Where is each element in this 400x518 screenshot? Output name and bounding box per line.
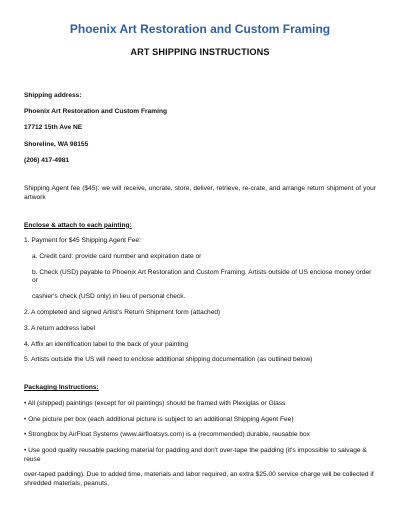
address-line-phone: (206) 417-4981 bbox=[24, 156, 70, 164]
packaging-item-one-per-box: • One picture per box (each additional picture is subject to an additional Shipping Agent Fee) bbox=[24, 415, 294, 423]
packaging-item-padding: • Use good quality reusable packing material for padding and don't over-tape the padding (it's impossible to salvage & reuse bbox=[24, 447, 367, 463]
address-line-company: Phoenix Art Restoration and Custom Framing bbox=[24, 108, 167, 116]
document-title: ART SHIPPING INSTRUCTIONS bbox=[130, 47, 270, 57]
address-line-street: 17712 15th Ave NE bbox=[24, 124, 83, 132]
packaging-item-service-charge: over-taped padding). Due to added time, materials and labor required, an extra $25.00 service charge will be collected if shredded materials, peanuts, bbox=[24, 471, 374, 488]
enclose-heading: Enclose & attach to each painting: bbox=[24, 221, 132, 229]
enclose-item-credit-card: a. Credit card: provide card number and expiration date or bbox=[32, 253, 202, 261]
address-line-city: Shoreline, WA 98155 bbox=[24, 140, 89, 148]
packaging-section bbox=[24, 384, 376, 489]
company-name: Phoenix Art Restoration and Custom Framing bbox=[69, 22, 331, 36]
enclose-item-return-label: 3. A return address label bbox=[24, 324, 96, 332]
enclose-item-cashiers-check: cashier's check (USD only) in lieu of personal check. bbox=[32, 293, 186, 301]
enclose-item-identification-label: 4. Affix an identification label to the back of your painting bbox=[24, 340, 189, 348]
enclose-item-international-docs: 5. Artists outside the US will need to enclose additional shipping documentation (as outlined below) bbox=[24, 356, 313, 364]
enclose-item-return-form: 2. A completed and signed Artist's Return Shipment form (attached) bbox=[24, 309, 221, 317]
shipping-address-block bbox=[24, 92, 376, 165]
enclose-item-check: b. Check (USD) payable to Phoenix Art Restoration and Custom Framing. Artists outside of US enclose money order or bbox=[32, 268, 372, 285]
packaging-heading: Packaging Instructions: bbox=[24, 383, 99, 391]
enclose-section bbox=[24, 222, 376, 365]
packaging-item-framing: • All (shipped) paintings (except for oil paintings) should be framed with Plexiglas or Glass bbox=[24, 399, 286, 407]
enclose-item-payment: 1. Payment for $45 Shipping Agent Fee: bbox=[24, 237, 141, 245]
shipping-agent-fee-text: Shipping Agent fee ($45): we will receive, uncrate, store, deliver, retrieve, re-crate, and arrange return shipment of your artwork bbox=[24, 185, 376, 201]
shipping-address-label: Shipping address: bbox=[24, 92, 82, 99]
packaging-item-strongbox: • Strongbox by AirFloat Systems (www.airfloatsys.com) is a (recommended) durable, reusable box bbox=[24, 431, 310, 439]
